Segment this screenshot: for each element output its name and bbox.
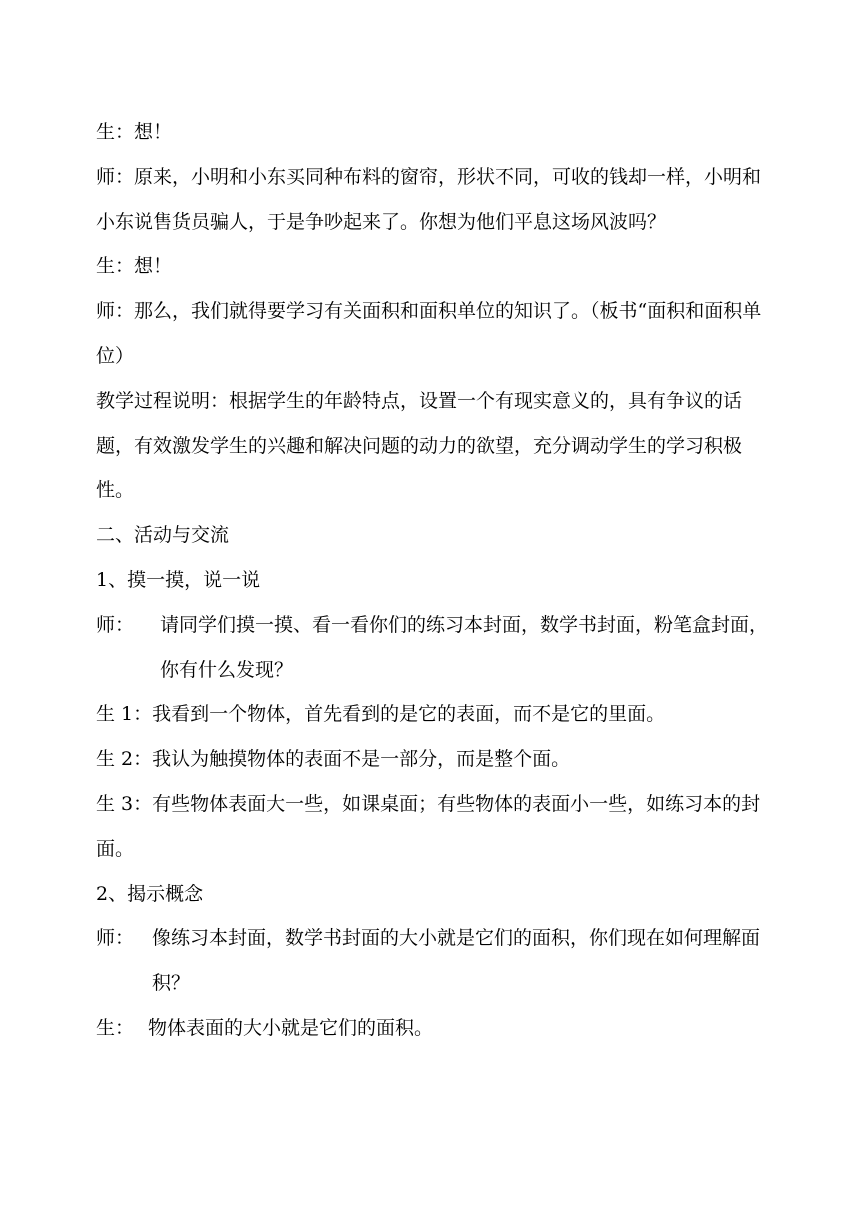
paragraph: 师：原来，小明和小东买同种布料的窗帘，形状不同，可收的钱却一样，小明和小东说售货员骗人，于是争吵起来了。你想为他们平息这场风波吗？ <box>96 165 762 233</box>
paragraph: 生 3：有些物体表面大一些，如课桌面；有些物体的表面小一些，如练习本的封面。 <box>96 792 761 860</box>
section-heading: 二、活动与交流 <box>96 524 230 547</box>
dialog-text: 物体表面的大小就是它们的面积。 <box>148 1016 434 1039</box>
speaker-label: 师： <box>96 613 135 636</box>
paragraph: 生：想！ <box>96 255 173 278</box>
paragraph: 师：那么，我们就得要学习有关面积和面积单位的知识了。（板书“面积和面积单位） <box>96 300 762 367</box>
dialog-text: 请同学们摸一摸、看一看你们的练习本封面，数学书封面，粉笔盒封面，你有什么发现？ <box>160 613 769 681</box>
subsection-heading: 1、摸一摸，说一说 <box>96 568 261 591</box>
subsection-heading: 2、揭示概念 <box>96 882 204 905</box>
dialog-text: 像练习本封面，数学书封面的大小就是它们的面积，你们现在如何理解面积？ <box>152 927 761 995</box>
dialog-teacher <box>96 603 768 693</box>
dialog-teacher <box>96 916 768 1006</box>
paragraph: 生：想！ <box>96 121 173 143</box>
document-body <box>96 110 768 1051</box>
speaker-label: 生： <box>96 1016 135 1039</box>
paragraph: 生 1：我看到一个物体，首先看到的是它的表面，而不是它的里面。 <box>96 703 666 726</box>
paragraph: 生 2：我认为触摸物体的表面不是一部分，而是整个面。 <box>96 748 571 771</box>
speaker-label: 师： <box>96 927 135 950</box>
dialog-student <box>96 1006 768 1051</box>
paragraph: 教学过程说明：根据学生的年龄特点，设置一个有现实意义的，具有争议的话题，有效激发学生的兴趣和解决问题的动力的欲望，充分调动学生的学习积极性。 <box>96 389 743 502</box>
